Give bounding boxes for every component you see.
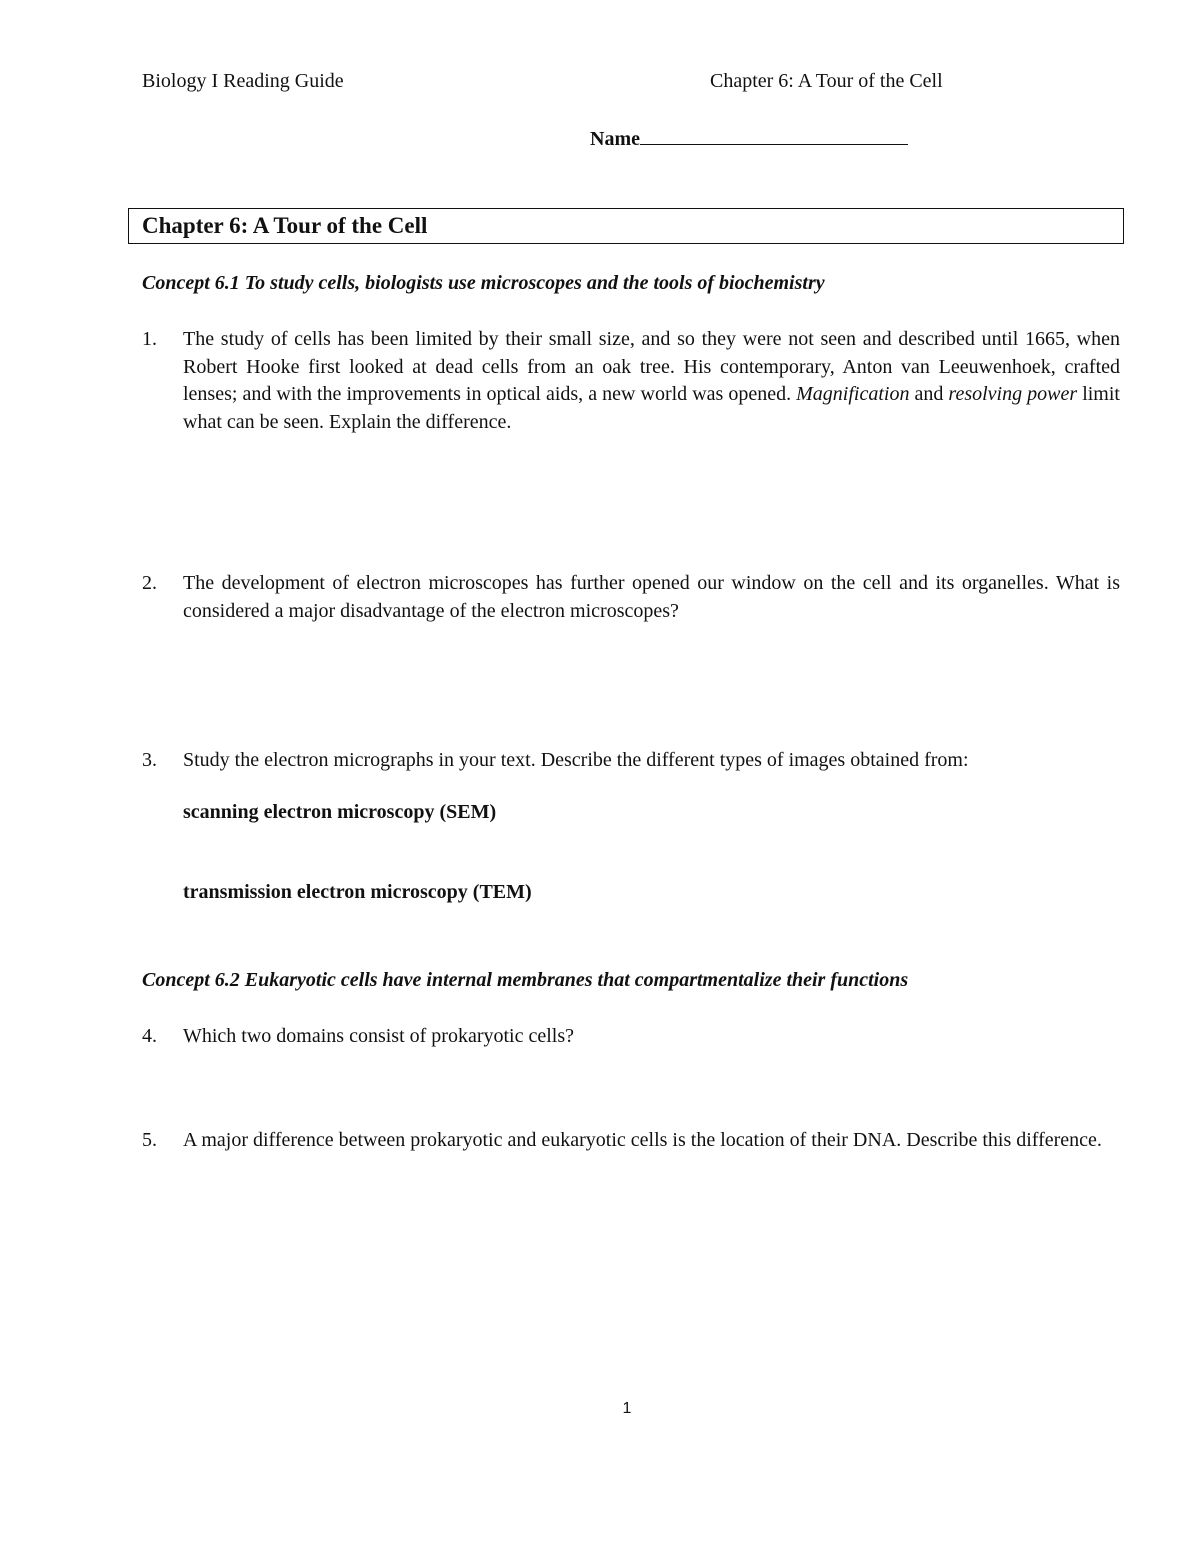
header-right: Chapter 6: A Tour of the Cell [710, 70, 943, 92]
term-resolving-power: resolving power [948, 383, 1078, 405]
question-number: 3. [142, 749, 157, 771]
sem-label: scanning electron microscopy (SEM) [183, 801, 497, 823]
question-5 [142, 1127, 1120, 1155]
name-field[interactable] [590, 126, 908, 151]
question-text: The development of electron microscopes has further opened our window on the cell and its organelles. What is considered a major disadvantage of the electron microscopes? [183, 572, 1120, 622]
question-number: 4. [142, 1025, 157, 1047]
question-number: 5. [142, 1129, 157, 1151]
tem-label: transmission electron microscopy (TEM) [183, 881, 532, 903]
term-magnification: Magnification [796, 383, 910, 405]
name-blank-line[interactable] [640, 126, 908, 145]
chapter-title: Chapter 6: A Tour of the Cell [142, 213, 428, 238]
question-text: The study of cells has been limited by their small size, and so they were not seen and described until 1665, when Robert Hooke first looked at dead cells from an oak tree. His contemporary, Anton van Leeuwenhoek, crafted lenses; and with the improvements in optical aids, a new world was opened. Magnification and resolving power limit what can be seen. Explain the difference. [183, 328, 1120, 433]
name-label: Name [590, 128, 640, 150]
question-text: Study the electron micrographs in your text. Describe the different types of images obtained from: [183, 749, 969, 771]
question-1 [142, 326, 1120, 436]
chapter-title-box [128, 208, 1124, 244]
question-4 [142, 1023, 1120, 1051]
question-text: A major difference between prokaryotic and eukaryotic cells is the location of their DNA. Describe this difference. [183, 1129, 1102, 1151]
concept-6-2-heading: Concept 6.2 Eukaryotic cells have internal membranes that compartmentalize their functions [142, 969, 909, 991]
page-number: 1 [622, 1400, 632, 1417]
concept-6-1-heading: Concept 6.1 To study cells, biologists use microscopes and the tools of biochemistry [142, 272, 825, 294]
question-number: 1. [142, 328, 157, 350]
header-left: Biology I Reading Guide [142, 70, 344, 92]
question-number: 2. [142, 572, 157, 594]
question-3 [142, 747, 1120, 775]
question-text: Which two domains consist of prokaryotic cells? [183, 1025, 575, 1047]
question-2 [142, 570, 1120, 625]
